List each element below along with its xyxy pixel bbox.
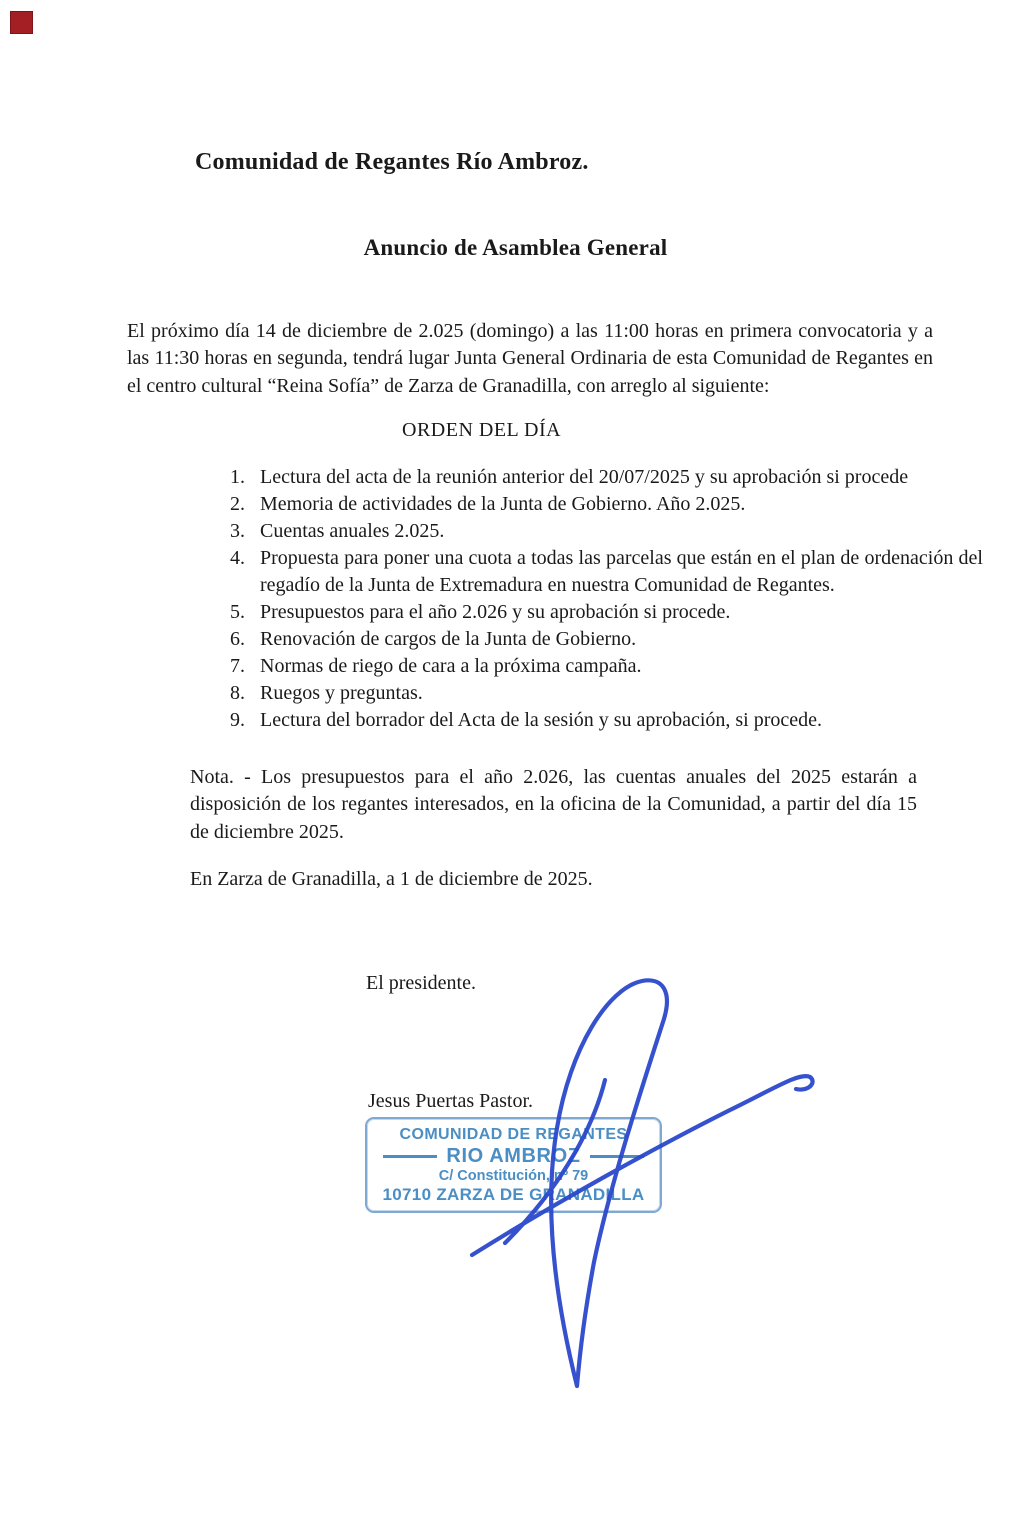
organization-title: Comunidad de Regantes Río Ambroz.	[195, 149, 589, 175]
agenda-list	[230, 464, 983, 734]
stamp-line-city: 10710 ZARZA DE GRANADILLA	[382, 1185, 645, 1204]
stamp-line-organization: COMUNIDAD DE REGANTES	[399, 1126, 628, 1143]
agenda-item-text: Presupuestos para el año 2.026 y su aprobación si procede.	[260, 601, 731, 623]
agenda-item-text: Memoria de actividades de la Junta de Gobierno. Año 2.025.	[260, 493, 746, 515]
red-corner-mark	[10, 11, 33, 34]
agenda-item	[230, 518, 983, 545]
agenda-item	[230, 545, 983, 599]
agenda-item	[230, 626, 983, 653]
rubber-stamp	[365, 1117, 662, 1213]
agenda-item-number: 4.	[230, 547, 245, 569]
agenda-item	[230, 707, 983, 734]
agenda-item-number: 7.	[230, 655, 245, 677]
intro-paragraph: El próximo día 14 de diciembre de 2.025 (domingo) a las 11:00 horas en primera convocatoria y a las 11:30 horas en segunda, tendrá lugar Junta General Ordinaria de esta Comunidad de Regantes en el centro cultural “Reina Sofía” de Zarza de Granadilla, con arreglo al siguiente:	[127, 320, 933, 397]
agenda-item	[230, 491, 983, 518]
document-title: Anuncio de Asamblea General	[363, 235, 668, 260]
agenda-item-number: 3.	[230, 520, 245, 542]
agenda-item-text: Ruegos y preguntas.	[260, 682, 423, 704]
agenda-item	[230, 464, 983, 491]
agenda-item-number: 9.	[230, 709, 245, 731]
agenda-heading: ORDEN DEL DÍA	[402, 419, 562, 441]
agenda-item	[230, 653, 983, 680]
agenda-item-number: 8.	[230, 682, 245, 704]
stamp-dash	[590, 1155, 644, 1158]
agenda-item-text: Lectura del acta de la reunión anterior del 20/07/2025 y su aprobación si procede	[260, 466, 909, 488]
agenda-item-number: 2.	[230, 493, 245, 515]
agenda-item	[230, 680, 983, 707]
stamp-line-name	[371, 1145, 656, 1167]
agenda-item	[230, 599, 983, 626]
stamp-dash	[383, 1155, 437, 1158]
agenda-item-text: Renovación de cargos de la Junta de Gobierno.	[260, 628, 637, 650]
stamp-line-address: C/ Constitución, nº 79	[438, 1168, 589, 1184]
stamp-name-text: RIO AMBROZ	[446, 1145, 581, 1167]
agenda-item-number: 1.	[230, 466, 245, 488]
agenda-item-text: Cuentas anuales 2.025.	[260, 520, 445, 542]
note-paragraph: Nota. - Los presupuestos para el año 2.026, las cuentas anuales del 2025 estarán a disposición de los regantes interesados, en la oficina de la Comunidad, a partir del día 15 de diciembre 2025.	[190, 766, 917, 843]
agenda-item-text: Normas de riego de cara a la próxima campaña.	[260, 655, 642, 677]
agenda-item-text: Lectura del borrador del Acta de la sesión y su aprobación, si procede.	[260, 709, 823, 731]
signer-name-label: Jesus Puertas Pastor.	[368, 1090, 533, 1112]
agenda-item-number: 5.	[230, 601, 245, 623]
place-date-line: En Zarza de Granadilla, a 1 de diciembre de 2025.	[190, 868, 593, 890]
signer-role-label: El presidente.	[366, 972, 476, 994]
agenda-item-text: Propuesta para poner una cuota a todas las parcelas que están en el plan de ordenación del regadío de la Junta de Extremadura en nuestra Comunidad de Regantes.	[260, 547, 983, 596]
agenda-item-number: 6.	[230, 628, 245, 650]
